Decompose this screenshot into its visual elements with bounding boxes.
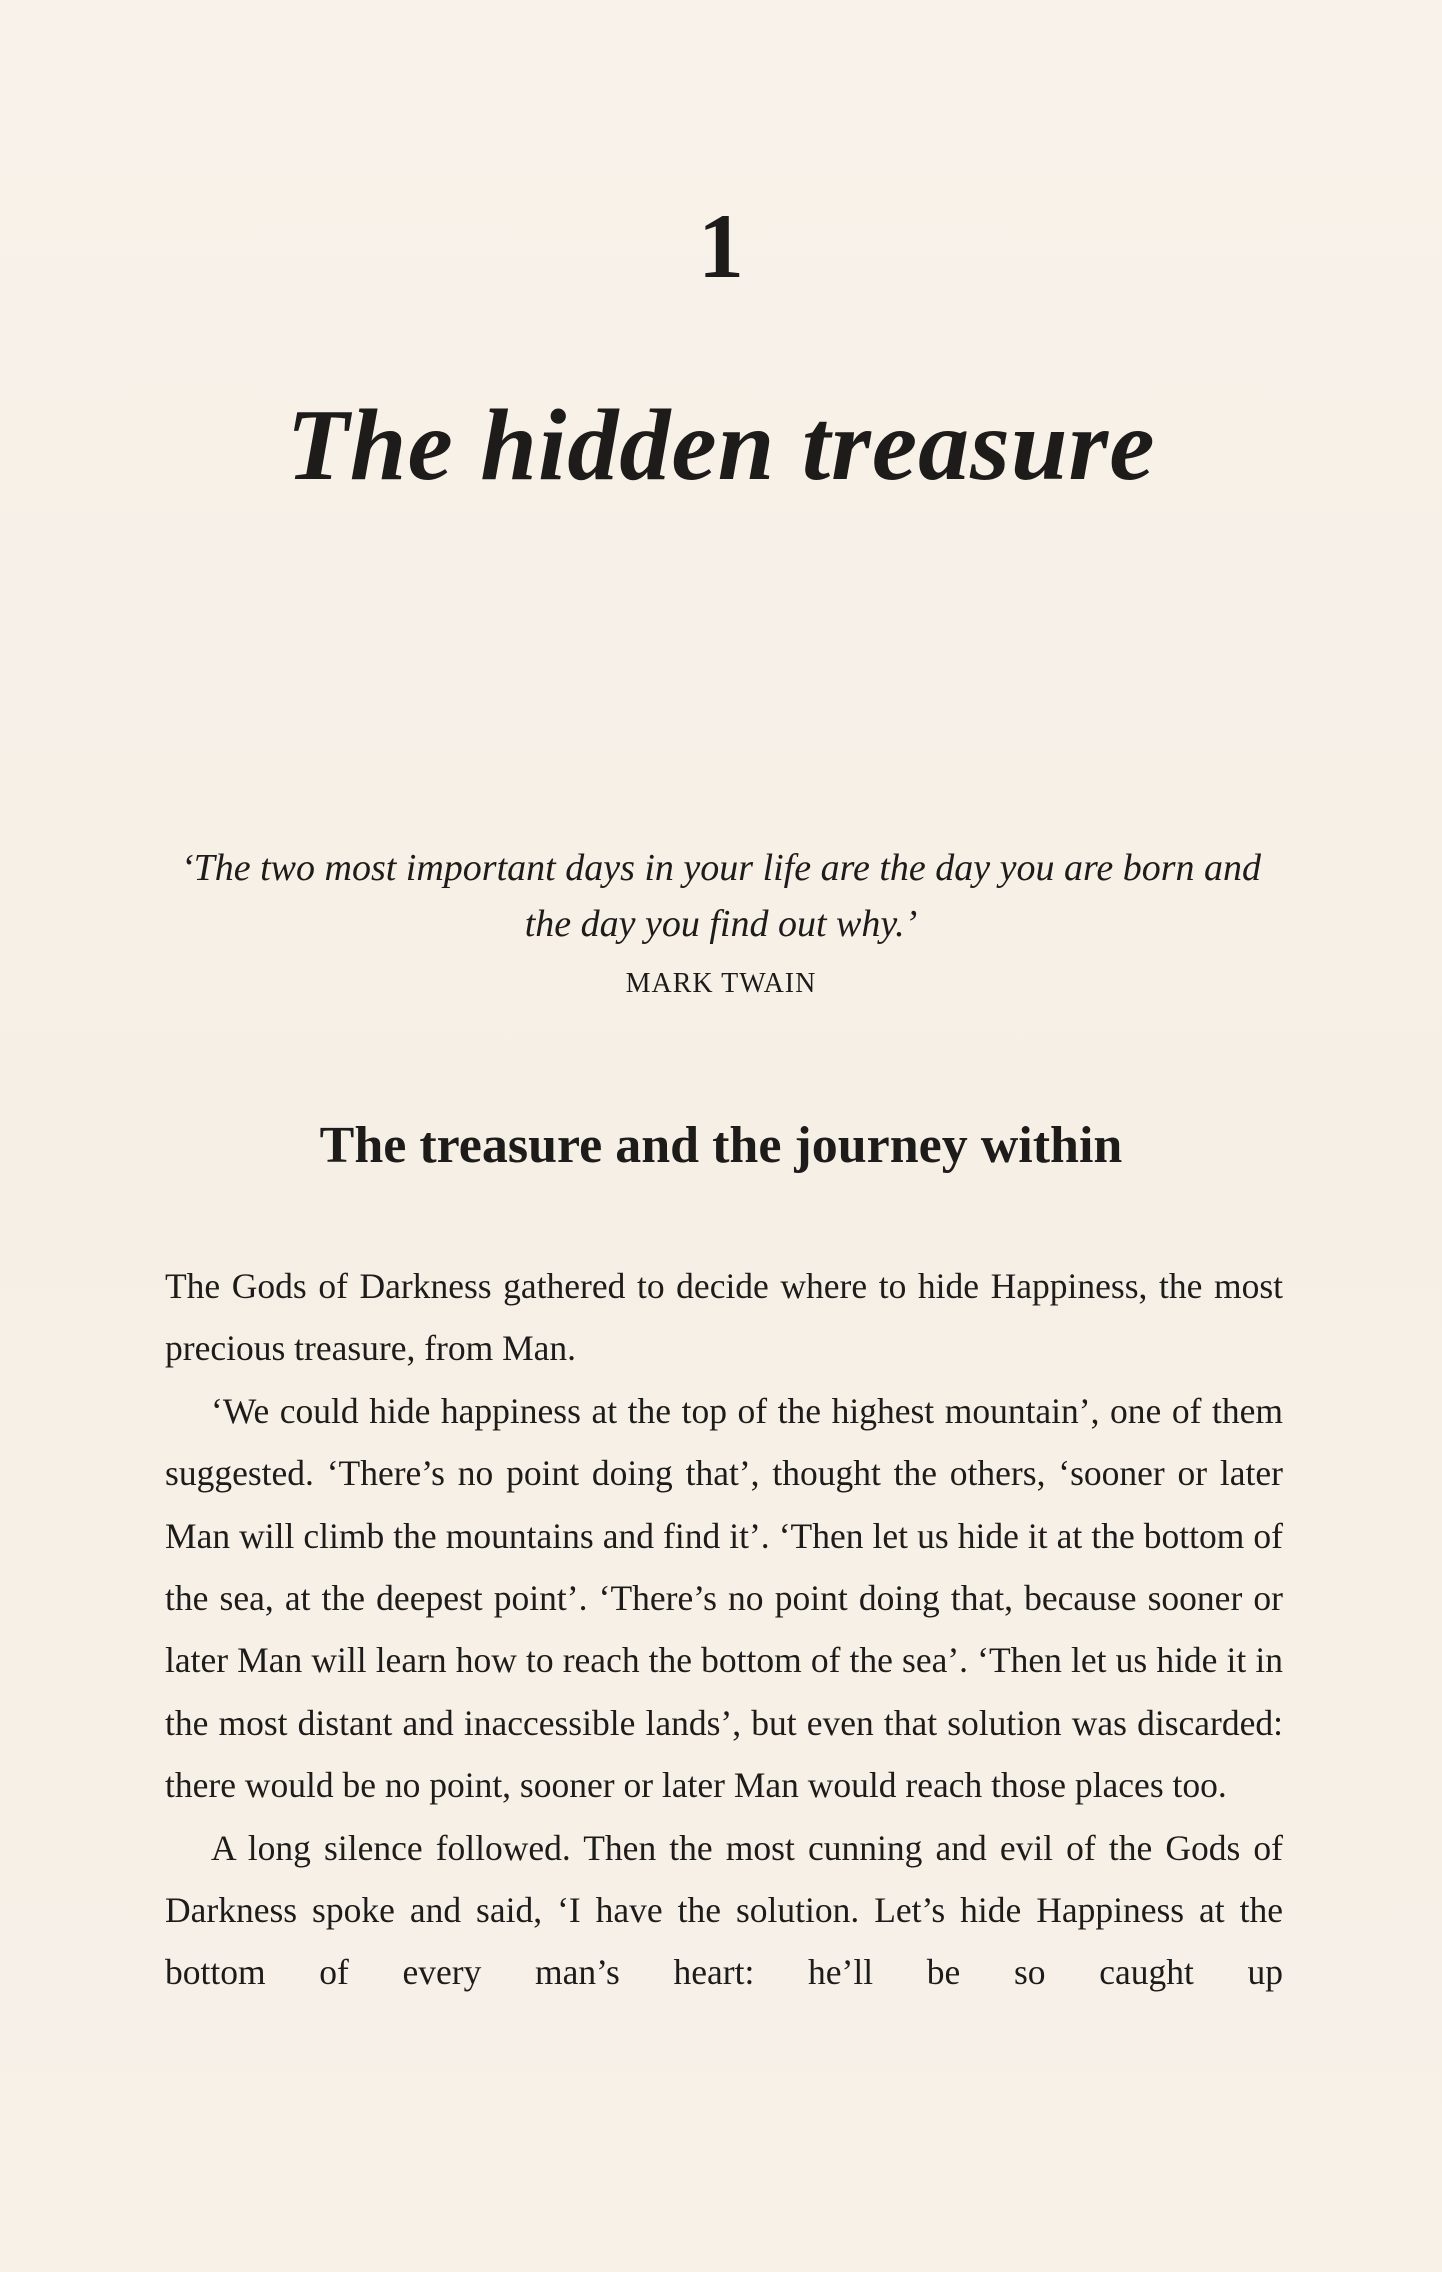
body-text bbox=[165, 1255, 1283, 2004]
section-heading: The treasure and the journey within bbox=[319, 1117, 1123, 1174]
chapter-number: 1 bbox=[698, 195, 744, 297]
paragraph: The Gods of Darkness gathered to decide where to hide Happiness, the most precious treasure, from Man. bbox=[165, 1266, 1283, 1369]
paragraph: A long silence followed. Then the most cunning and evil of the Gods of Darkness spoke and said, ‘I have the solution. Let’s hide Happiness at the bottom of every man’s heart: he’ll be so caught up bbox=[165, 1827, 1283, 1993]
chapter-title: The hidden treasure bbox=[286, 389, 1156, 502]
epigraph-quote: ‘The two most important days in your life are the day you are born and the day you find out why.’ bbox=[180, 847, 1262, 945]
paragraph: ‘We could hide happiness at the top of the highest mountain’, one of them suggested. ‘There’s no point doing that’, thought the others, ‘sooner or later Man will climb the mountains and find it’. ‘Then let us hide it at the bottom of the sea, at the deepest point’. ‘There’s no point doing that, because sooner or later Man will learn how to reach the bottom of the sea’. ‘Then let us hide it in the most distant and inaccessible lands’, but even that solution was discarded: there would be no point, sooner or later Man would reach those places too. bbox=[165, 1390, 1283, 1806]
epigraph-author: MARK TWAIN bbox=[625, 968, 817, 999]
